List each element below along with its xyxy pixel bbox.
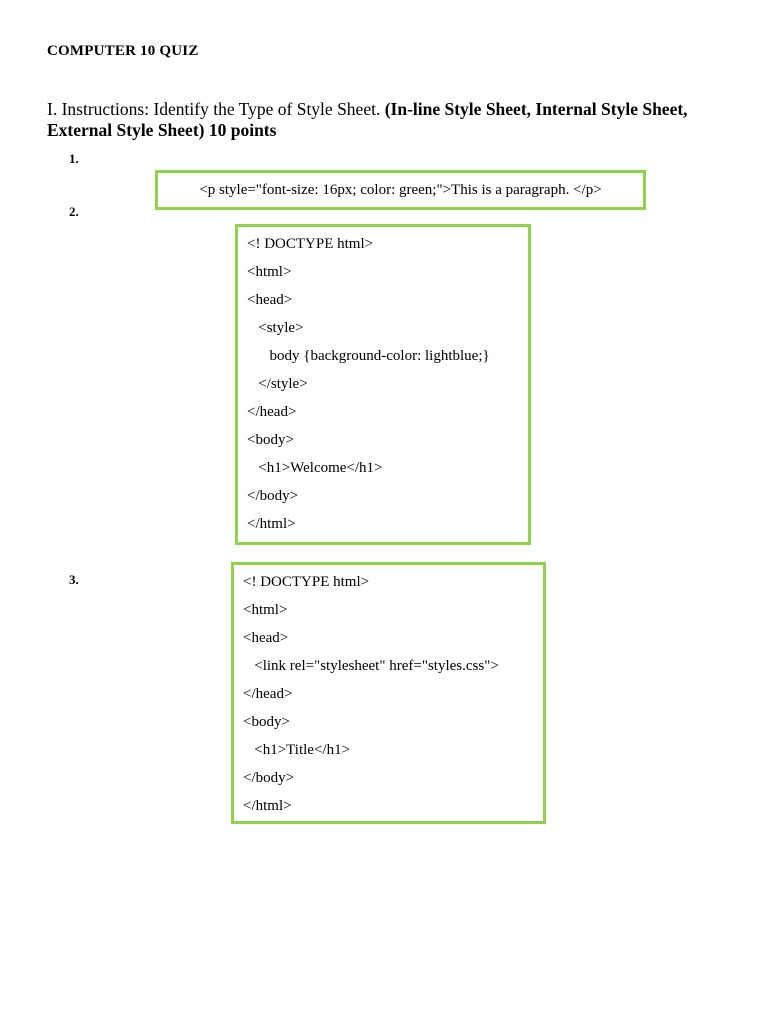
code-box-2 (235, 224, 531, 545)
code-box-3 (231, 562, 546, 824)
code-line: </body> (243, 770, 295, 786)
code-line: <! DOCTYPE html> (247, 236, 374, 252)
code-line: </style> (247, 376, 308, 392)
code-line: <link rel="stylesheet" href="styles.css"> (243, 658, 499, 674)
code-line: </body> (247, 488, 299, 504)
quiz-title: COMPUTER 10 QUIZ (47, 43, 199, 59)
instructions-options: (In-line Style Sheet, Internal Style Sheet, External Style Sheet) 10 points (47, 99, 688, 140)
code-line: <style> (247, 320, 304, 336)
item-number-1: 1. (69, 151, 79, 166)
instructions (47, 99, 737, 141)
instructions-text: I. Instructions: Identify the Type of Style Sheet. (47, 99, 385, 119)
code-line: <html> (247, 264, 292, 280)
code-line: <! DOCTYPE html> (243, 574, 370, 590)
code-line: <head> (247, 292, 293, 308)
code-line: <head> (243, 630, 289, 646)
code-line: </head> (243, 686, 293, 702)
item-number-3: 3. (69, 572, 79, 587)
item-number-2: 2. (69, 204, 79, 219)
code-line: <html> (243, 602, 288, 618)
code-line: </head> (247, 404, 297, 420)
code-line: </html> (243, 798, 292, 814)
code-line: <h1>Title</h1> (243, 742, 351, 758)
code-line: body {background-color: lightblue;} (247, 348, 490, 364)
code-line: <h1>Welcome</h1> (247, 460, 383, 476)
code-line: <body> (247, 432, 294, 448)
code-box-1 (155, 170, 646, 210)
code-line: </html> (247, 516, 296, 532)
code-snippet-inline: <p style="font-size: 16px; color: green;">This is a paragraph. </p> (199, 181, 602, 198)
code-line: <body> (243, 714, 290, 730)
